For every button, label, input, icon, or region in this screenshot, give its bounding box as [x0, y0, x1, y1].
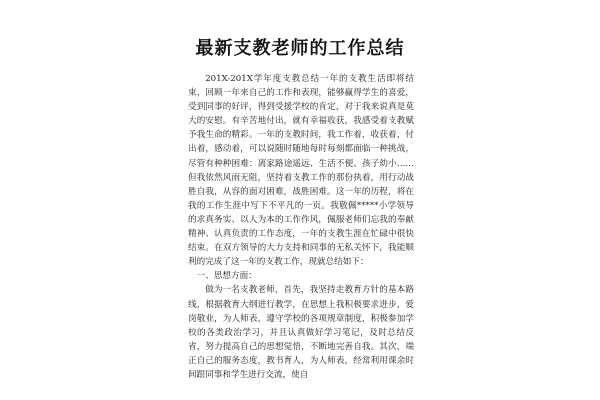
- section-paragraph: 做为一名支教老师，首先，我坚持走教育方针的基本路线，根据教育大纲进行教学，在思想上我积极要求进步，爱岗敬业，为人师表，遵守学校的各项规章制度，积极参加学校的各类政治学习，并且认真做好学习笔记，及时总结反省，努力提高自己的思想觉悟，不断地完善自我。其次，端正自己的服务态度，教书育人，为人师表，经常利用课余时间跟同事和学生进行交流，使自: [188, 285, 414, 380]
- intro-paragraph: 201X-201X学年度支教总结一年的支教生活即将结束，回顾一年来自己的工作和表现，能够赢得学生的喜爱，受到同事的好评，得到受援学校的肯定，对于我来说真是莫大的安慰。有辛苦地付出，就有幸福收获，我感受着支教赋予我生命的精彩。一年的支教时间，我工作着，收获着，付出着，感动着，可以说随时随地每时每刻都面临一种挑战，尽管有种种困难：离家路途遥远、生活不便、孩子幼小……但我依然风雨无阻，坚持着支教工作的那份执着，用行动战胜自我，从容的面对困难，战胜困难。这一年的历程，将在我的工作生涯中写下不平凡的一页。我敬佩*****小学领导的求真务实、以人为本的工作作风，佩服老师们忘我的奉献精神、认真负责的工作态度，一年的支教生涯在忙碌中很快结束。在双方领导的大力支持和同事的无私关怀下，我能顺利的完成了这一年的支教工作，现就总结如下：: [188, 74, 414, 268]
- document-title: 最新支教老师的工作总结: [195, 38, 405, 59]
- document-body: [188, 72, 414, 382]
- section-heading: 一、思想方面：: [196, 271, 257, 282]
